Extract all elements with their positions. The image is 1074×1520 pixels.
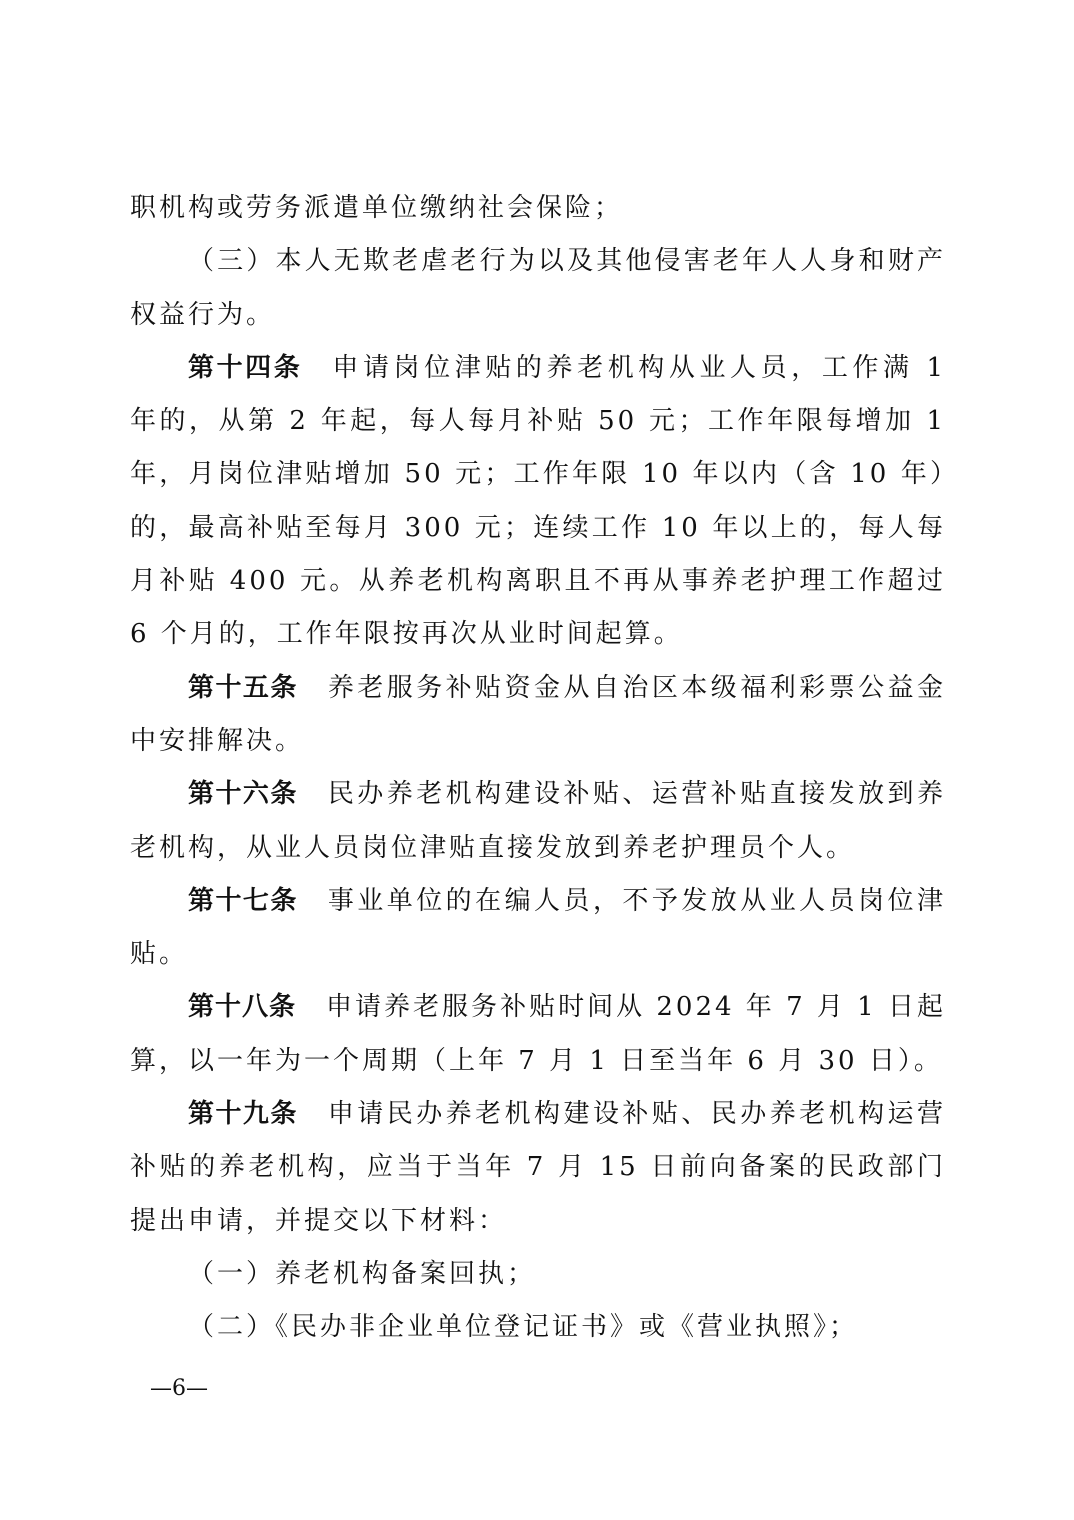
list-item-1 [130, 1248, 946, 1301]
paragraph-continuation [130, 182, 946, 235]
paragraph-text: 职机构或劳务派遣单位缴纳社会保险； [130, 193, 624, 223]
article-17 [130, 875, 946, 982]
list-item-2 [130, 1301, 946, 1354]
article-text: 申请养老服务补贴时间从 2024 年 7 月 1 日起算，以一年为一个周期（上年 7 月 1 日至当年 6 月 30 日）。 [130, 992, 946, 1076]
article-text: 事业单位的在编人员，不予发放从业人员岗位津贴。 [130, 885, 946, 970]
paragraph-text: （三）本人无欺老虐老行为以及其他侵害老年人人身和财产权益行为。 [130, 246, 946, 330]
article-18 [130, 981, 946, 1088]
list-item-text: （一）养老机构备案回执； [188, 1258, 537, 1289]
article-14 [130, 342, 946, 662]
article-text: 民办养老机构建设补贴、运营补贴直接发放到养老机构，从业人员岗位津贴直接发放到养老护理员个人。 [130, 779, 946, 863]
article-title: 第十四条 [188, 352, 303, 383]
document-body [130, 182, 946, 1355]
article-text: 申请岗位津贴的养老机构从业人员，工作满 1 年的，从第 2 年起，每人每月补贴 50 元；工作年限每增加 1 年，月岗位津贴增加 50 元；工作年限 10 年以内（含 10 年）的，最高补贴至每月 300 元；连续工作 10 年以上的，每人每月补贴 400 元。从养老机构离职且不再从事养老护理工作超过 6 个月的，工作年限按再次从业时间起算。 [130, 352, 946, 650]
article-15 [130, 662, 946, 769]
article-text: 养老服务补贴资金从自治区本级福利彩票公益金中安排解决。 [130, 672, 946, 756]
article-title: 第十六条 [188, 779, 298, 810]
article-title: 第十七条 [188, 885, 298, 916]
page-number: —6— [150, 1376, 208, 1401]
article-16 [130, 768, 946, 875]
article-title: 第十八条 [188, 992, 297, 1023]
list-item-text: （二）《民办非企业单位登记证书》或《营业执照》； [188, 1312, 859, 1343]
article-19 [130, 1088, 946, 1248]
article-title: 第十九条 [188, 1099, 298, 1130]
article-title: 第十五条 [188, 672, 298, 703]
article-text: 申请民办养老机构建设补贴、民办养老机构运营补贴的养老机构，应当于当年 7 月 15 日前向备案的民政部门提出申请，并提交以下材料： [130, 1099, 946, 1236]
paragraph-item-3 [130, 235, 946, 342]
